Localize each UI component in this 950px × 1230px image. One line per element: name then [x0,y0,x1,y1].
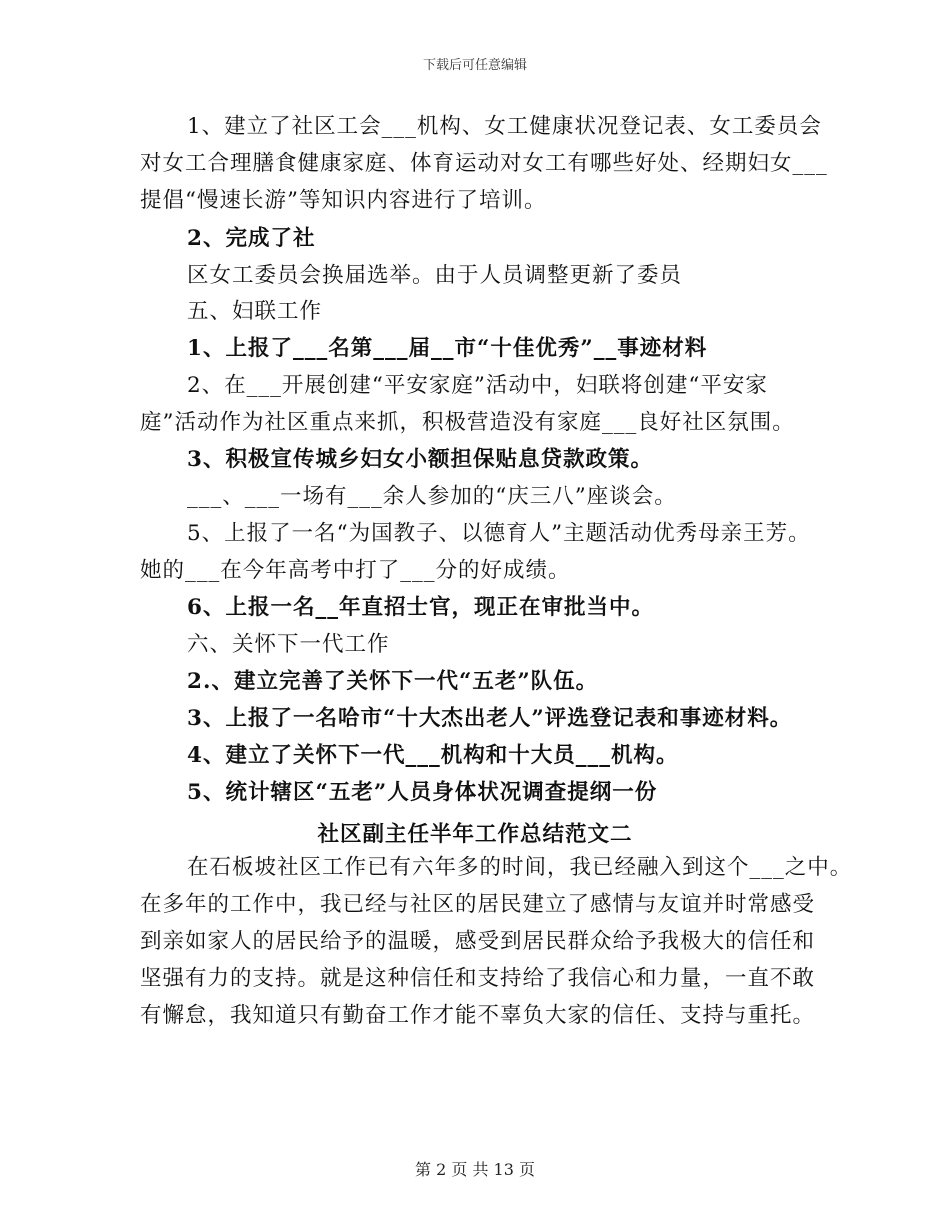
page-footer: 第 2 页 共 13 页 [415,1160,535,1179]
paragraph-line: 区女工委员会换届选举。由于人员调整更新了委员 [187,263,683,288]
section-heading: 六、关怀下一代工作 [187,632,390,657]
paragraph-line: 2、在___开展创建“平安家庭”活动中，妇联将创建“平安家 [187,373,768,398]
section-heading: 五、妇联工作 [187,299,323,324]
paragraph-line: 她的___在今年高考中打了___分的好成绩。 [140,558,571,583]
list-item: 4、建立了关怀下一代___机构和十大员___机构。 [187,743,679,768]
list-item: 3、积极宣传城乡妇女小额担保贴息贷款政策。 [187,447,653,472]
paragraph-line: 提倡“慢速长游”等知识内容进行了培训。 [140,188,547,213]
list-item: 3、上报了一名哈市“十大杰出老人”评选登记表和事迹材料。 [187,706,793,731]
list-item: 2、完成了社 [187,226,316,251]
section-title: 社区副主任半年工作总结范文二 [317,822,633,847]
list-item: 2.、建立完善了关怀下一代“五老”队伍。 [187,669,599,694]
paragraph-line: 在多年的工作中，我已经与社区的居民建立了感情与友谊并时常感受 [140,892,816,917]
paragraph-line: 到亲如家人的居民给予的温暖，感受到居民群众给予我极大的信任和 [140,929,816,954]
list-item: 5、统计辖区“五老”人员身体状况调查提纲一份 [187,780,658,805]
paragraph-line: 在石板坡社区工作已有六年多的时间，我已经融入到这个___之中。 [187,855,853,880]
list-item: 1、上报了___名第___届__市“十佳优秀”__事迹材料 [187,336,708,361]
paragraph-line: 坚强有力的支持。就是这种信任和支持给了我信心和力量，一直不敢 [140,966,816,991]
paragraph-line: ___、___一场有___余人参加的“庆三八”座谈会。 [187,484,677,509]
paragraph-line: 1、建立了社区工会___机构、女工健康状况登记表、女工委员会 [187,114,822,139]
paragraph-line: 对女工合理膳食健康家庭、体育运动对女工有哪些好处、经期妇女___ [140,151,828,176]
page-header: 下载后可任意编辑 [422,58,527,73]
paragraph-line: 5、上报了一名“为国教子、以德育人”主题活动优秀母亲王芳。 [187,521,811,546]
list-item: 6、上报一名__年直招士官，现正在审批当中。 [187,595,654,620]
paragraph-line: 庭”活动作为社区重点来抓，积极营造没有家庭___良好社区氛围。 [140,410,795,435]
paragraph-line: 有懈怠，我知道只有勤奋工作才能不辜负大家的信任、支持与重托。 [140,1003,816,1028]
